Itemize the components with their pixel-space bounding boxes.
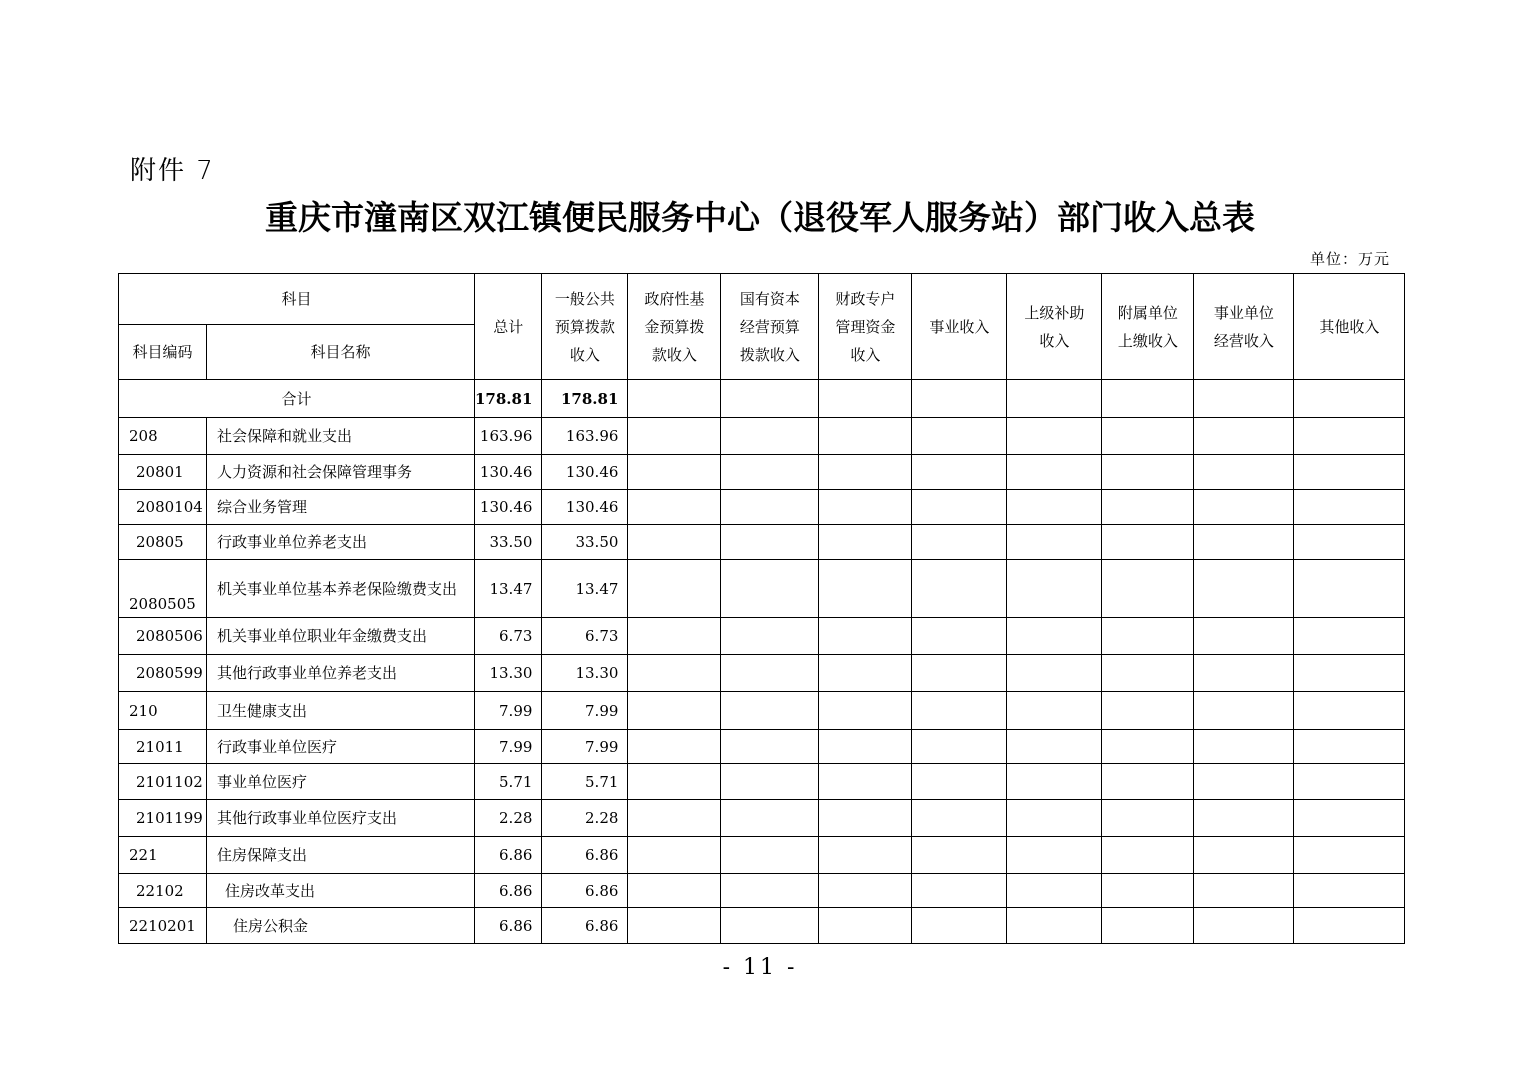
- row-general: 13.30: [542, 655, 628, 692]
- row-code: 21011: [119, 730, 207, 764]
- total-general: 178.81: [542, 380, 628, 418]
- page-number: - 11 -: [722, 955, 798, 980]
- row-code: 2101199: [119, 800, 207, 837]
- header-business-income: 事业收入: [912, 274, 1007, 380]
- row-code: 2210201: [119, 908, 207, 944]
- header-other-income: 其他收入: [1294, 274, 1405, 380]
- row-code: 20805: [119, 525, 207, 560]
- row-total: 5.71: [475, 764, 542, 800]
- row-total: 2.28: [475, 800, 542, 837]
- header-general-public: 一般公共 预算拨款 收入: [542, 274, 628, 380]
- row-code: 210: [119, 692, 207, 730]
- table-row: [119, 730, 1405, 764]
- table-row: [119, 837, 1405, 874]
- row-general: 7.99: [542, 692, 628, 730]
- row-total: 33.50: [475, 525, 542, 560]
- row-code: 221: [119, 837, 207, 874]
- table-row: [119, 560, 1405, 618]
- table-row: [119, 692, 1405, 730]
- unit-label: 单位：万元: [1309, 250, 1390, 268]
- row-general: 2.28: [542, 800, 628, 837]
- header-subject-code: 科目编码: [119, 325, 207, 380]
- row-name: 住房改革支出: [207, 874, 475, 908]
- row-code: 2080506: [119, 618, 207, 655]
- total-row: [119, 380, 1405, 418]
- row-name: 其他行政事业单位医疗支出: [207, 800, 475, 837]
- row-general: 6.86: [542, 908, 628, 944]
- row-name: 机关事业单位基本养老保险缴费支出: [207, 560, 475, 618]
- row-name: 综合业务管理: [207, 490, 475, 525]
- header-state-capital: 国有资本 经营预算 拨款收入: [721, 274, 819, 380]
- page-title: 重庆市潼南区双江镇便民服务中心（退役军人服务站）部门收入总表: [265, 198, 1255, 237]
- table-row: [119, 490, 1405, 525]
- row-code: 2080599: [119, 655, 207, 692]
- row-general: 6.73: [542, 618, 628, 655]
- row-name: 其他行政事业单位养老支出: [207, 655, 475, 692]
- row-name: 住房公积金: [207, 908, 475, 944]
- table-row: [119, 800, 1405, 837]
- row-name: 行政事业单位养老支出: [207, 525, 475, 560]
- header-business-unit: 事业单位 经营收入: [1194, 274, 1294, 380]
- row-general: 130.46: [542, 455, 628, 490]
- table-row: [119, 418, 1405, 455]
- row-total: 130.46: [475, 455, 542, 490]
- row-general: 6.86: [542, 874, 628, 908]
- row-name: 行政事业单位医疗: [207, 730, 475, 764]
- row-total: 7.99: [475, 730, 542, 764]
- header-subject: 科目: [119, 274, 475, 325]
- row-total: 130.46: [475, 490, 542, 525]
- row-total: 13.30: [475, 655, 542, 692]
- row-name: 人力资源和社会保障管理事务: [207, 455, 475, 490]
- table-row: [119, 455, 1405, 490]
- row-total: 6.86: [475, 908, 542, 944]
- table-row: [119, 525, 1405, 560]
- table-row: [119, 655, 1405, 692]
- attachment-label: 附件 7: [130, 156, 215, 186]
- row-code: 20801: [119, 455, 207, 490]
- row-general: 6.86: [542, 837, 628, 874]
- header-affiliated: 附属单位 上缴收入: [1102, 274, 1194, 380]
- row-name: 社会保障和就业支出: [207, 418, 475, 455]
- header-fiscal-special: 财政专户 管理资金 收入: [819, 274, 912, 380]
- row-code: 22102: [119, 874, 207, 908]
- row-code: 2101102: [119, 764, 207, 800]
- table-row: [119, 874, 1405, 908]
- header-superior-subsidy: 上级补助 收入: [1007, 274, 1102, 380]
- income-table: [118, 273, 1405, 944]
- row-general: 5.71: [542, 764, 628, 800]
- total-label: 合计: [119, 380, 475, 418]
- row-total: 6.73: [475, 618, 542, 655]
- row-code: 2080505: [119, 560, 207, 618]
- row-name: 住房保障支出: [207, 837, 475, 874]
- row-total: 13.47: [475, 560, 542, 618]
- header-row-1: [119, 274, 1405, 325]
- row-total: 163.96: [475, 418, 542, 455]
- table-row: [119, 764, 1405, 800]
- row-total: 6.86: [475, 837, 542, 874]
- table-row: [119, 618, 1405, 655]
- header-gov-fund: 政府性基 金预算拨 款收入: [628, 274, 721, 380]
- row-name: 卫生健康支出: [207, 692, 475, 730]
- row-general: 33.50: [542, 525, 628, 560]
- table-row: [119, 908, 1405, 944]
- row-general: 13.47: [542, 560, 628, 618]
- row-code: 2080104: [119, 490, 207, 525]
- row-name: 机关事业单位职业年金缴费支出: [207, 618, 475, 655]
- row-total: 6.86: [475, 874, 542, 908]
- total-total: 178.81: [475, 380, 542, 418]
- row-general: 163.96: [542, 418, 628, 455]
- header-total: 总计: [475, 274, 542, 380]
- row-general: 130.46: [542, 490, 628, 525]
- row-general: 7.99: [542, 730, 628, 764]
- row-total: 7.99: [475, 692, 542, 730]
- header-subject-name: 科目名称: [207, 325, 475, 380]
- row-code: 208: [119, 418, 207, 455]
- row-name: 事业单位医疗: [207, 764, 475, 800]
